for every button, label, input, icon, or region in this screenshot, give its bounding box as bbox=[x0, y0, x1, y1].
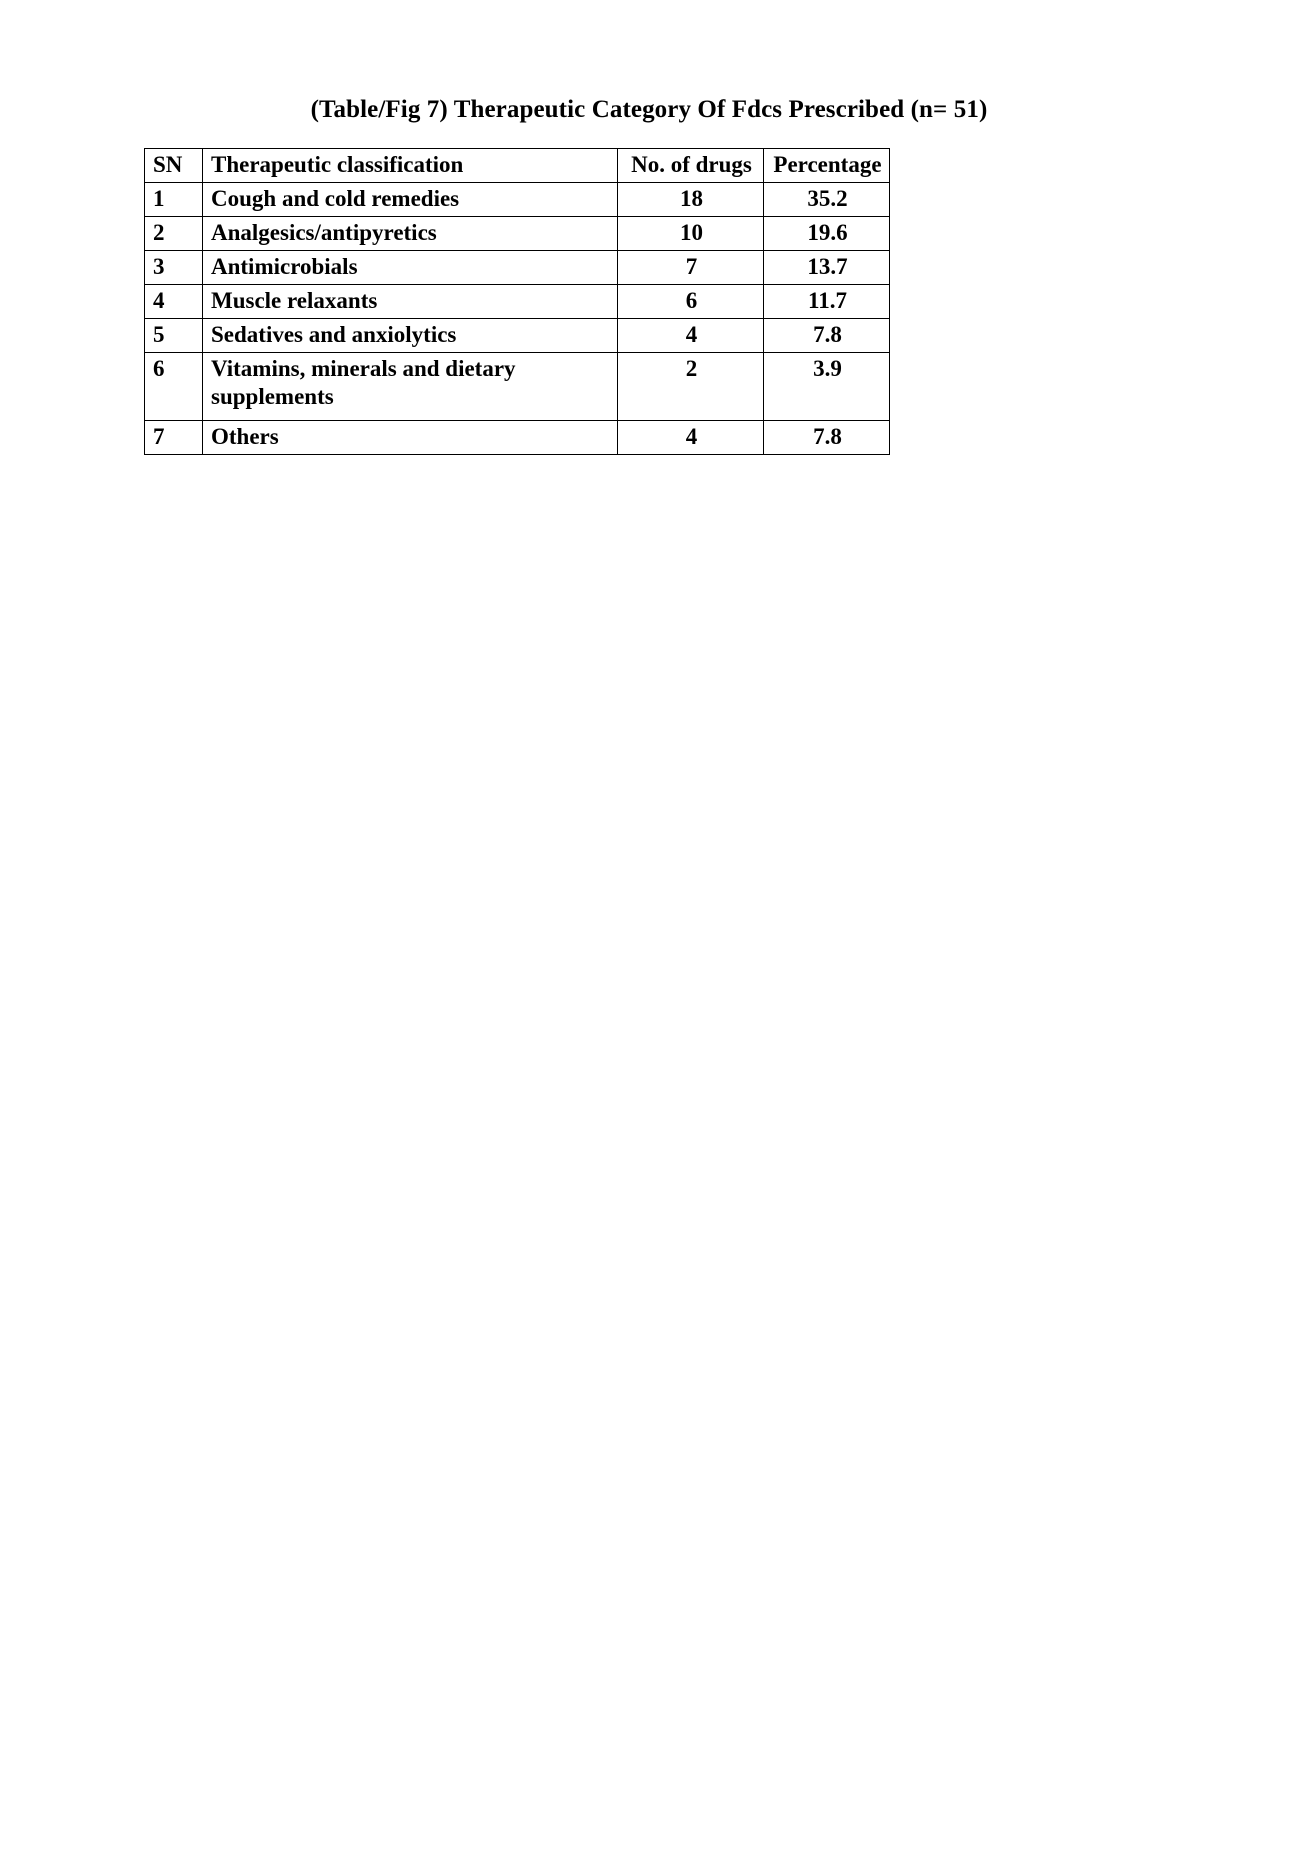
cell-classification: Sedatives and anxiolytics bbox=[203, 319, 618, 353]
cell-percentage: 3.9 bbox=[764, 353, 890, 421]
cell-classification: Muscle relaxants bbox=[203, 285, 618, 319]
cell-drugs: 4 bbox=[618, 319, 764, 353]
cell-sn: 5 bbox=[145, 319, 203, 353]
cell-classification: Others bbox=[203, 421, 618, 455]
cell-percentage: 35.2 bbox=[764, 183, 890, 217]
cell-classification: Cough and cold remedies bbox=[203, 183, 618, 217]
cell-percentage: 19.6 bbox=[764, 217, 890, 251]
cell-percentage: 13.7 bbox=[764, 251, 890, 285]
cell-classification-line2: supplements bbox=[211, 384, 334, 410]
table-row bbox=[145, 183, 890, 217]
cell-drugs: 18 bbox=[618, 183, 764, 217]
column-header-classification: Therapeutic classification bbox=[203, 149, 618, 183]
page-title: (Table/Fig 7) Therapeutic Category Of Fdcs Prescribed (n= 51) bbox=[310, 96, 988, 123]
therapeutic-category-table bbox=[144, 148, 890, 455]
table-row bbox=[145, 285, 890, 319]
table-row bbox=[145, 319, 890, 353]
cell-drugs: 10 bbox=[618, 217, 764, 251]
table-row bbox=[145, 421, 890, 455]
cell-sn: 3 bbox=[145, 251, 203, 285]
cell-drugs: 7 bbox=[618, 251, 764, 285]
table-header-row bbox=[145, 149, 890, 183]
cell-classification: Antimicrobials bbox=[203, 251, 618, 285]
table-row bbox=[145, 251, 890, 285]
cell-drugs: 4 bbox=[618, 421, 764, 455]
column-header-sn: SN bbox=[145, 149, 203, 183]
cell-percentage: 11.7 bbox=[764, 285, 890, 319]
cell-percentage: 7.8 bbox=[764, 319, 890, 353]
cell-sn: 2 bbox=[145, 217, 203, 251]
cell-classification bbox=[203, 353, 618, 421]
cell-classification-line1: Vitamins, minerals and dietary bbox=[211, 356, 516, 382]
column-header-drugs: No. of drugs bbox=[618, 149, 764, 183]
cell-sn: 4 bbox=[145, 285, 203, 319]
cell-percentage: 7.8 bbox=[764, 421, 890, 455]
cell-sn: 1 bbox=[145, 183, 203, 217]
cell-drugs: 2 bbox=[618, 353, 764, 421]
table-row bbox=[145, 217, 890, 251]
table-container bbox=[144, 148, 889, 455]
table-row bbox=[145, 353, 890, 421]
column-header-percentage: Percentage bbox=[764, 149, 890, 183]
cell-sn: 7 bbox=[145, 421, 203, 455]
cell-sn: 6 bbox=[145, 353, 203, 421]
cell-classification: Analgesics/antipyretics bbox=[203, 217, 618, 251]
cell-drugs: 6 bbox=[618, 285, 764, 319]
